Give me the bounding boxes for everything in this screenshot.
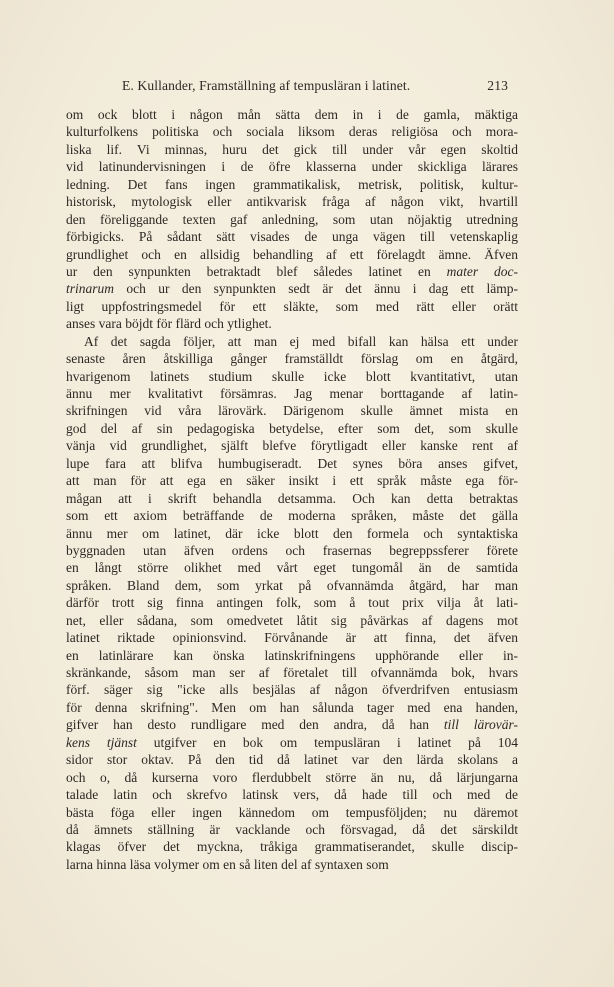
- text-line: [66, 333, 518, 350]
- line-text: mågan att i skrift behandla detsamma. Och kan detta betraktas: [66, 490, 518, 506]
- line-text: net, eller sådana, som omedvetet låtit sig påvärkas af dagens mot: [66, 612, 518, 628]
- line-text: historisk, mytologisk eller antikvarisk fråga af någon vikt, hvartill: [66, 194, 518, 210]
- text-line: [66, 681, 518, 698]
- text-line: [66, 211, 518, 228]
- line-text: liska lif. Vi minnas, huru det gick till under vår egen skoltid: [66, 141, 518, 157]
- text-line: [66, 280, 518, 297]
- line-text: den föreliggande texten gaf anledning, som utan nöjaktig utredning: [66, 211, 518, 227]
- text-line: [66, 123, 518, 140]
- line-text: skrifningen vid våra lärovärk. Därigenom skulle ämnet mista en: [66, 403, 518, 419]
- line-text: Af det sagda följer, att man ej med bifall kan hälsa ett under: [84, 333, 518, 349]
- text-line: [66, 804, 518, 821]
- line-text: ännu mer kvalitativt försämras. Jag menar borttagande af latin-: [66, 386, 518, 401]
- line-text: god del af sin pedagogiska betydelse, efter som det, som skulle: [66, 420, 518, 436]
- text-line: [66, 472, 518, 489]
- running-head-title: E. Kullander, Framställning af tempusläran i latinet.: [122, 78, 411, 93]
- text-line: [66, 612, 518, 629]
- line-text: ledning. Det fans ingen grammatikalisk, metrisk, politisk, kultur-: [66, 176, 518, 192]
- text-line: [66, 437, 518, 454]
- text-line: [66, 158, 518, 175]
- line-text: för denna skrifning". Men om han sålunda tager med ena handen,: [66, 699, 518, 715]
- line-text: förf. säger sig "icke alls besjälas af någon öfverdrifven entusiasm: [66, 682, 518, 698]
- line-text: och ur den synpunkten sedt är det ännu i dag ett lämp-: [114, 281, 518, 297]
- text-line: [66, 629, 518, 646]
- text-line: [66, 734, 518, 751]
- body-text: [66, 106, 518, 873]
- italic-phrase: kens tjänst: [66, 734, 137, 750]
- line-text: språken. Bland dem, som yrkat på ofvannämda åtgärd, har man: [66, 577, 518, 593]
- text-line: [66, 577, 518, 594]
- line-text: en långt större olikhet med vårt eget tungomål än de samtida: [66, 560, 518, 576]
- text-line: [66, 315, 518, 332]
- text-line: [66, 176, 518, 193]
- line-text: talade latin och skrefvo latinsk vers, då hade till och med de: [66, 787, 518, 803]
- line-text: och o, då kurserna voro flerdubbelt större än nu, då lärjungarna: [66, 769, 518, 785]
- line-text: då ämnets ställning är vacklande och försvagad, då det särskildt: [66, 821, 518, 837]
- line-text: klagas öfver det myckna, tråkiga grammatiserandet, skulle discip-: [66, 839, 518, 855]
- line-text: vid latinundervisningen i de öfre klasserna under skickliga lärares: [66, 159, 518, 175]
- text-line: [66, 507, 518, 524]
- line-text: ur den synpunkten betraktadt blef således latinet en: [66, 263, 431, 279]
- text-line: [66, 559, 518, 576]
- text-line: [66, 525, 518, 542]
- text-line: [66, 141, 518, 158]
- text-line: [66, 699, 518, 716]
- line-text: förbigicks. På sådant sätt visades de unga vägen till vetenskaplig: [66, 229, 518, 245]
- line-text: hvarigenom latinets studium skulle icke blott kvantitativt, utan: [66, 368, 518, 384]
- italic-phrase: trinarum: [66, 281, 115, 297]
- line-text: larna hinna läsa volymer om en så liten del af syntaxen som: [66, 856, 389, 872]
- line-text: som ett axiom beträffande de moderna språken, måste det gälla: [66, 508, 518, 524]
- line-text: skränkande, såsom man ser af företalet till ofvannämda bok, hvars: [66, 665, 518, 680]
- text-line: [66, 716, 518, 733]
- line-text: om ock blott i någon mån sätta dem in i de gamla, mäktiga: [66, 107, 518, 122]
- text-line: [66, 594, 518, 611]
- text-line: [66, 769, 518, 786]
- line-text: ligt uppfostringsmedel för ett släkte, som med rätt eller orätt: [66, 298, 518, 314]
- text-line: [66, 647, 518, 664]
- line-text: en latinlärare kan önska latinskrifningens upphörande eller in-: [66, 647, 518, 663]
- line-text: sidor stor oktav. På den tid då latinet var den lärda skolans a: [66, 752, 518, 768]
- line-text: ännu mer om latinet, där icke blott den formela och syntaktiska: [66, 525, 518, 541]
- text-line: [66, 664, 518, 681]
- line-text: vänja vid grundlighet, själft blefve förytligadt eller kanske rent af: [66, 438, 518, 454]
- running-head: [60, 78, 508, 98]
- text-line: [66, 856, 518, 873]
- line-text: lupe fara att blifva humbugiseradt. Det synes böra anses gifvet,: [66, 455, 518, 471]
- page-number: 213: [487, 78, 508, 93]
- text-line: [66, 402, 518, 419]
- text-line: [66, 298, 518, 315]
- text-line: [66, 228, 518, 245]
- text-line: [66, 350, 518, 367]
- text-line: [66, 193, 518, 210]
- line-text: bästa föga eller ingen kännedom om tempusföljden; nu däremot: [66, 804, 518, 820]
- text-line: [66, 455, 518, 472]
- line-text: att man för att ega en säker insikt i ett språk måste ega för-: [66, 473, 518, 489]
- line-text: grundlighet och en allsidig behandling af ett förelagdt ämne. Äfven: [66, 246, 518, 262]
- line-text: senaste åren åtskilliga gånger framställdt förslag om en åtgärd,: [66, 351, 518, 367]
- text-line: [66, 542, 518, 559]
- text-line: [66, 821, 518, 838]
- text-line: [66, 368, 518, 385]
- line-text: utgifver en bok om tempusläran i latinet på 104: [136, 734, 518, 750]
- line-text: anses vara böjdt för flärd och ytlighet.: [66, 316, 272, 332]
- line-text: gifver han desto rundligare med den andra, då han: [66, 717, 430, 733]
- italic-phrase: till lärovär-: [443, 717, 518, 733]
- text-line: [66, 385, 518, 402]
- text-line: [66, 420, 518, 437]
- text-line: [66, 838, 518, 855]
- line-text: kulturfolkens politiska och sociala liksom deras religiösa och mora-: [66, 124, 518, 140]
- italic-phrase: mater doc-: [446, 263, 519, 279]
- text-line: [66, 490, 518, 507]
- line-text: latinet riktade opinionsvind. Förvånande är att finna, det äfven: [66, 630, 518, 646]
- line-text: byggnaden utan äfven ordens och frasernas begreppssferer förete: [66, 542, 518, 558]
- text-line: [66, 751, 518, 768]
- text-line: [66, 263, 518, 280]
- text-line: [66, 786, 518, 803]
- text-line: [66, 106, 518, 123]
- text-line: [66, 246, 518, 263]
- line-text: därför trott sig finna antingen folk, som å tout prix vilja åt lati-: [66, 595, 518, 611]
